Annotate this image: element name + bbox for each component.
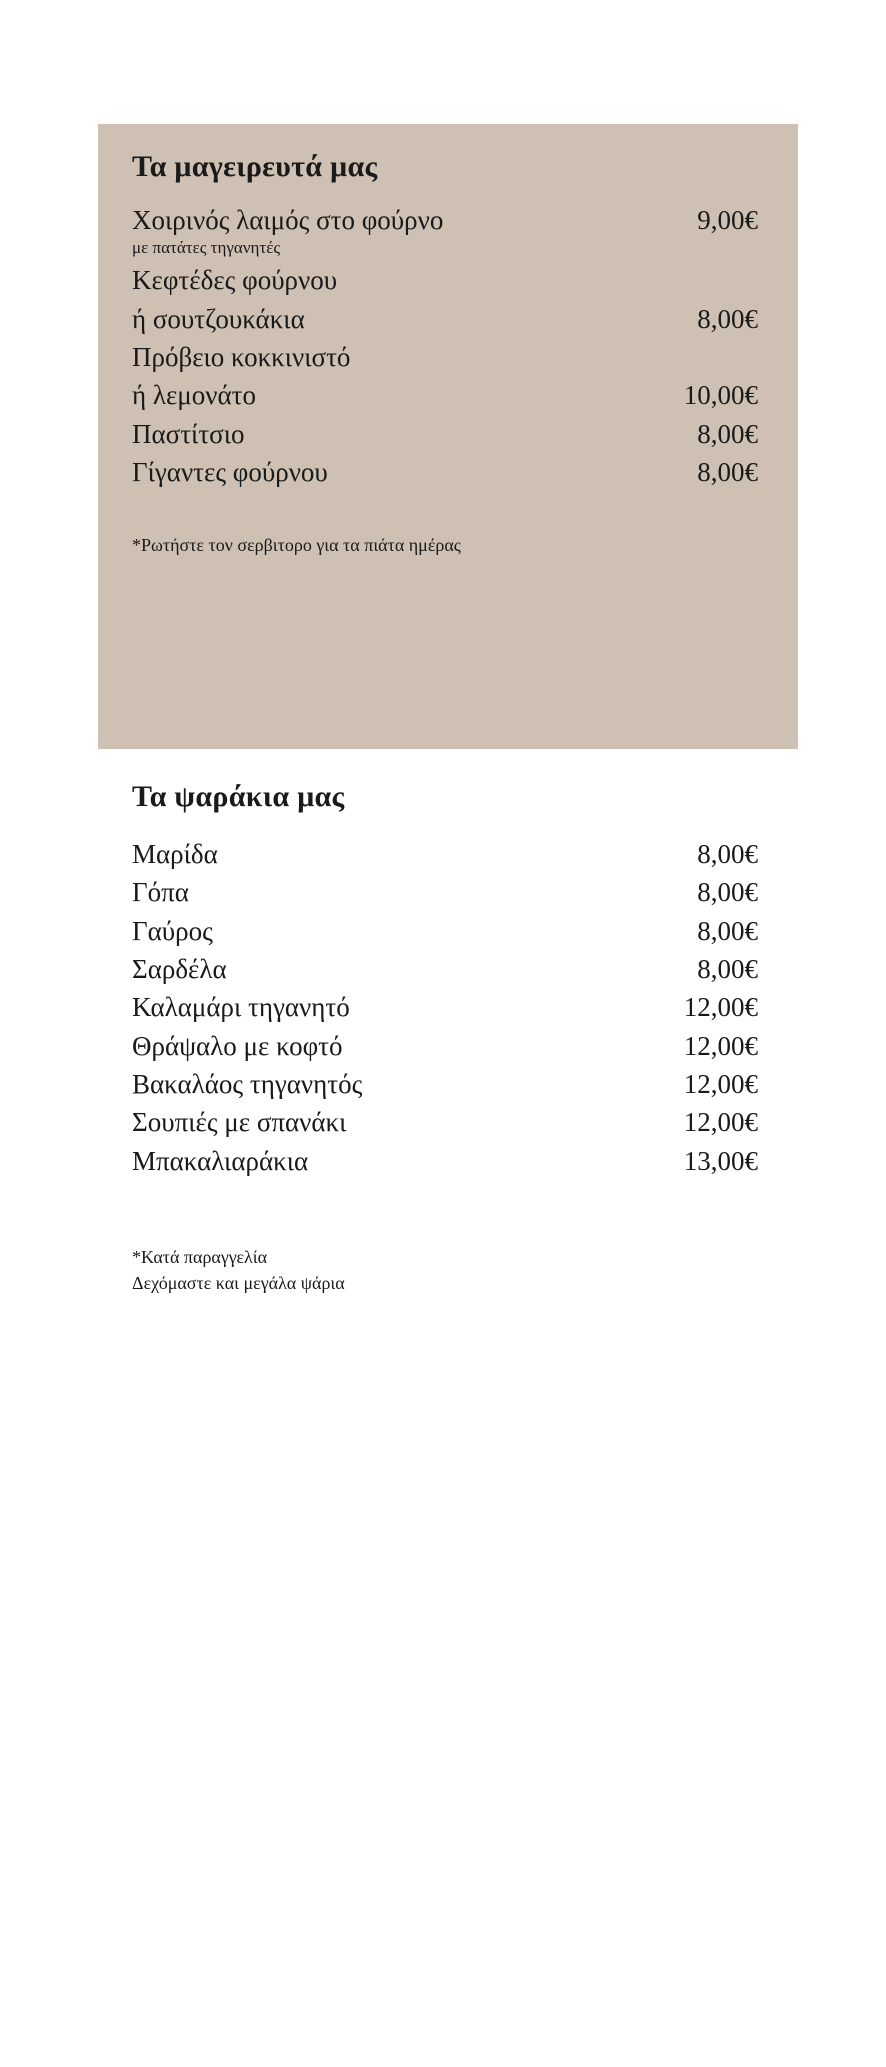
- section-small-fish: [98, 780, 798, 1296]
- menu-item-row: [132, 873, 758, 911]
- menu-item-price: 12,00€: [683, 1107, 758, 1138]
- menu-item-name: Γαύρος: [132, 915, 213, 946]
- menu-item-row: [132, 1103, 758, 1141]
- menu-item-row: [132, 1027, 758, 1065]
- menu-item-name: Σουπιές με σπανάκι: [132, 1107, 347, 1138]
- menu-item-row: [132, 300, 758, 338]
- menu-item-price: 12,00€: [683, 1030, 758, 1061]
- section-cooked-dishes: [98, 124, 798, 749]
- menu-item-price: 8,00€: [697, 457, 758, 488]
- menu-item-name: ή σουτζουκάκια: [132, 303, 305, 334]
- section-note-line-2: Δεχόμαστε και μεγάλα ψάρια: [132, 1273, 345, 1294]
- menu-item-price: 8,00€: [697, 953, 758, 984]
- menu-item-row: [132, 201, 758, 239]
- menu-item-name: Μαρίδα: [132, 839, 218, 869]
- menu-item-row: [132, 338, 758, 376]
- menu-item-price: 8,00€: [697, 839, 758, 869]
- menu-item-row: [132, 912, 758, 950]
- menu-item-name: Θράψαλο με κοφτό: [132, 1030, 343, 1061]
- menu-item-name: Γόπα: [132, 877, 189, 908]
- menu-item-row: [132, 376, 758, 414]
- menu-item-row: [132, 453, 758, 491]
- menu-item-name: Σαρδέλα: [132, 953, 227, 984]
- menu-item-row: [132, 988, 758, 1026]
- section-note-line-1: *Κατά παραγγελία: [132, 1246, 268, 1267]
- section-note-small-fish: [132, 1244, 758, 1296]
- section-note-cooked-dishes: *Ρωτήστε τον σερβιτορο για τα πιάτα ημέρας: [132, 535, 461, 556]
- section-title-small-fish: Τα ψαράκια μας: [132, 780, 345, 813]
- menu-item-price: 12,00€: [683, 992, 758, 1023]
- menu-item-name: Μπακαλιαράκια: [132, 1145, 309, 1176]
- menu-item-name: Χοιρινός λαιμός στο φούρνο: [132, 205, 444, 235]
- menu-item-row: [132, 1142, 758, 1180]
- menu-item-row: [132, 950, 758, 988]
- menu-item-row: [132, 835, 758, 873]
- menu-item-name: Γίγαντες φούρνου: [132, 457, 328, 488]
- menu-item-name: ή λεμονάτο: [132, 380, 256, 411]
- menu-item-row: [132, 1065, 758, 1103]
- menu-item-price: 10,00€: [683, 380, 758, 411]
- menu-list-small-fish: [132, 835, 758, 1180]
- menu-item-price: 8,00€: [697, 915, 758, 946]
- menu-item-price: 8,00€: [697, 418, 758, 449]
- menu-item-price: 8,00€: [697, 877, 758, 908]
- menu-item-price: 13,00€: [683, 1145, 758, 1176]
- menu-item-name: Κεφτέδες φούρνου: [132, 265, 338, 296]
- menu-item-price: 12,00€: [683, 1068, 758, 1099]
- section-title-cooked-dishes: Τα μαγειρευτά μας: [132, 150, 378, 183]
- menu-item-name: Καλαμάρι τηγανητό: [132, 992, 350, 1023]
- menu-item-price: 9,00€: [697, 205, 758, 235]
- menu-item-name: Πρόβειο κοκκινιστό: [132, 342, 351, 373]
- menu-item-row: [132, 261, 758, 299]
- menu-item-name: Βακαλάος τηγανητός: [132, 1068, 363, 1099]
- menu-item-subtitle: με πατάτες τηγανητές: [132, 238, 281, 258]
- menu-item-name: Παστίτσιο: [132, 418, 245, 449]
- menu-item-price: 8,00€: [697, 303, 758, 334]
- menu-list-cooked-dishes: [132, 201, 758, 491]
- menu-item-row: [132, 415, 758, 453]
